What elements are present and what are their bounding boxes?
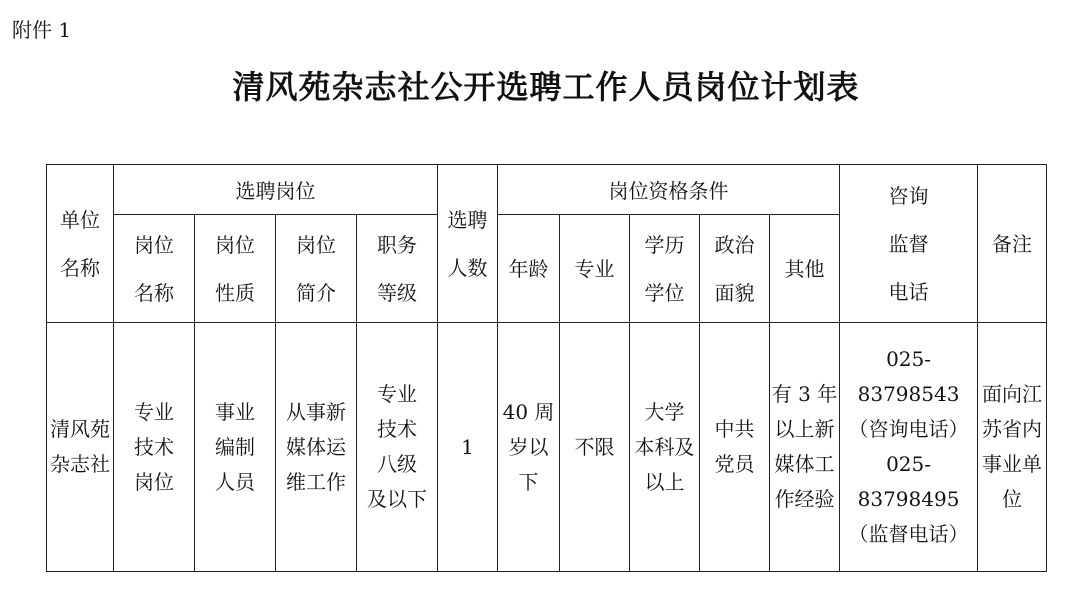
- table-row: [47, 323, 1047, 572]
- position-plan-table: [46, 164, 1047, 572]
- header-contact: [840, 165, 978, 323]
- cell-text: 杂志社: [50, 452, 110, 476]
- cell-text: 清风苑: [50, 417, 110, 441]
- cell-text: 40 周: [502, 399, 555, 424]
- header-major: 专业: [560, 215, 630, 323]
- cell-text: 作经验: [774, 487, 835, 511]
- cell-text: 岗位: [134, 469, 174, 494]
- cell-text: 事业: [215, 399, 255, 424]
- cell-text: （咨询电话）: [848, 417, 969, 441]
- header-education: [630, 215, 700, 323]
- cell-text: 本科及: [634, 434, 695, 459]
- cell-text: 技术: [377, 417, 417, 441]
- cell-text: 维工作: [286, 469, 346, 494]
- cell-text: 苏省内: [982, 417, 1043, 441]
- cell-text: 媒体工: [774, 452, 835, 476]
- cell-text: 位: [1002, 487, 1023, 511]
- header-text: 岗位: [215, 232, 255, 257]
- cell-text: 以上: [644, 469, 685, 494]
- header-text: 岗位: [134, 232, 174, 257]
- header-text: 简介: [296, 280, 336, 305]
- header-text: 名称: [134, 280, 174, 305]
- header-political-status: [700, 215, 770, 323]
- cell-text: 专业: [377, 382, 417, 406]
- header-text: 学历: [644, 232, 685, 257]
- header-text: 学位: [644, 280, 685, 305]
- cell-text: 有 3 年: [771, 382, 838, 406]
- header-text: 政治: [714, 232, 755, 257]
- cell-text: 专业: [134, 399, 174, 424]
- header-row-1: [47, 165, 1047, 215]
- header-text: 名称: [60, 255, 100, 280]
- cell-text: 中共: [714, 417, 755, 441]
- cell-text: 媒体运: [286, 434, 346, 459]
- cell-text: 下: [518, 469, 539, 494]
- cell-text: 从事新: [286, 399, 346, 424]
- header-recruit-count: [438, 165, 498, 323]
- header-text: 单位: [60, 207, 100, 232]
- header-qualifications: 岗位资格条件: [498, 165, 840, 215]
- header-post-grade: [357, 215, 438, 323]
- cell-text: （监督电话）: [848, 522, 969, 546]
- attachment-label: 附件 1: [12, 18, 72, 42]
- header-text: 职务: [377, 232, 417, 257]
- cell-post-nature: [195, 323, 276, 572]
- header-age: 年龄: [498, 215, 560, 323]
- cell-text: 岁以: [508, 434, 549, 459]
- cell-post-name: [114, 323, 195, 572]
- supervise-phone: 025-83798495: [857, 452, 960, 511]
- cell-text: 及以下: [367, 487, 427, 511]
- cell-education: [630, 323, 700, 572]
- header-post-nature: [195, 215, 276, 323]
- header-post-name: [114, 215, 195, 323]
- header-other: 其他: [770, 215, 840, 323]
- cell-post-intro: [276, 323, 357, 572]
- cell-text: 技术: [134, 434, 174, 459]
- header-post-intro: [276, 215, 357, 323]
- page-title: 清风苑杂志社公开选聘工作人员岗位计划表: [232, 68, 860, 106]
- cell-text: 面向江: [982, 382, 1043, 406]
- header-text: 性质: [215, 280, 255, 305]
- header-text: 监督: [888, 231, 929, 256]
- cell-text: 编制: [215, 434, 255, 459]
- header-recruit-positions: 选聘岗位: [114, 165, 438, 215]
- cell-text: 党员: [714, 452, 755, 476]
- cell-text: 大学: [644, 399, 685, 424]
- cell-text: 以上新: [774, 417, 835, 441]
- header-text: 人数: [447, 255, 488, 280]
- header-text: 电话: [888, 279, 929, 304]
- cell-age: [498, 323, 560, 572]
- consult-phone: 025-83798543: [857, 347, 960, 406]
- cell-text: 事业单: [982, 452, 1043, 476]
- header-remarks: 备注: [978, 165, 1047, 323]
- cell-major: 不限: [560, 323, 630, 572]
- cell-post-grade: [357, 323, 438, 572]
- header-text: 面貌: [714, 280, 755, 305]
- cell-text: 八级: [377, 452, 417, 476]
- cell-contact: [840, 323, 978, 572]
- header-unit-name: [47, 165, 114, 323]
- header-text: 咨询: [888, 183, 929, 208]
- header-text: 岗位: [296, 232, 336, 257]
- cell-political-status: [700, 323, 770, 572]
- cell-other: [770, 323, 840, 572]
- cell-remarks: [978, 323, 1047, 572]
- cell-recruit-count: 1: [438, 323, 498, 572]
- header-text: 等级: [377, 280, 417, 305]
- cell-unit-name: [47, 323, 114, 572]
- header-text: 选聘: [447, 207, 488, 232]
- cell-text: 人员: [215, 469, 255, 494]
